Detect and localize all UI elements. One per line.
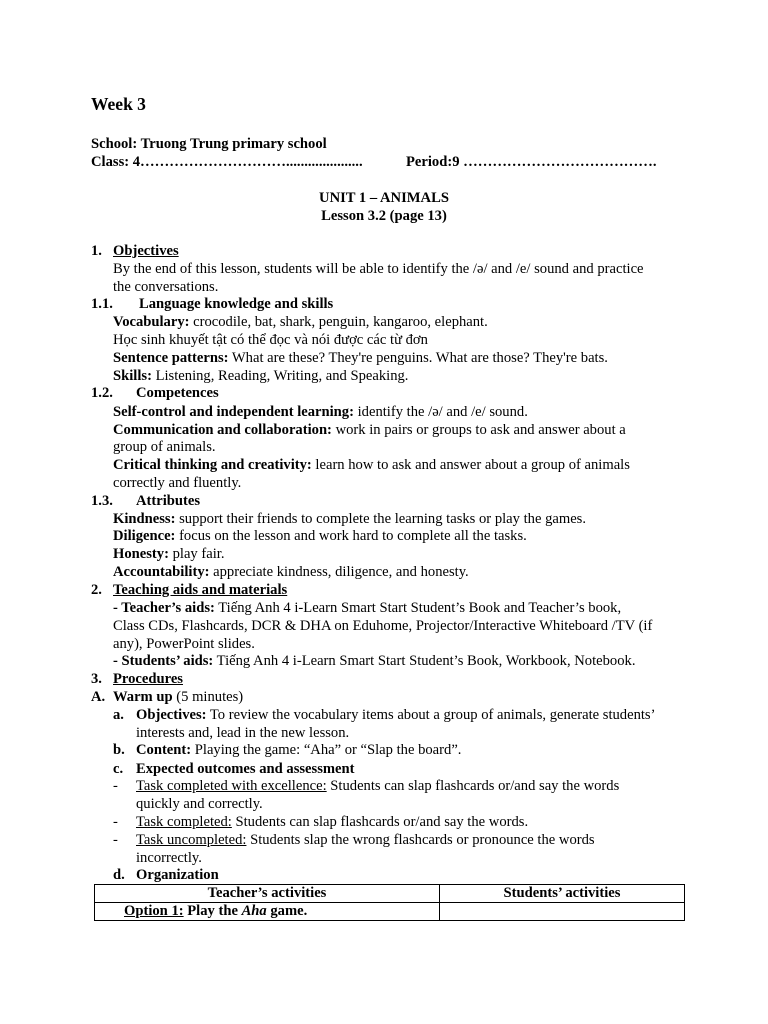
section-1-heading: Objectives xyxy=(113,243,179,259)
warmup-objectives-line-2: interests and, lead in the new lesson. xyxy=(136,725,350,741)
warm-up-duration: (5 minutes) xyxy=(172,689,244,705)
honesty-label: Honesty: xyxy=(113,546,169,562)
diligence-text: focus on the lesson and work hard to complete all the tasks. xyxy=(175,528,527,544)
lesson-title: Lesson 3.2 (page 13) xyxy=(321,208,447,224)
self-control-label: Self-control and independent learning: xyxy=(113,404,354,420)
teachers-aids-line-2: Class CDs, Flashcards, DCR & DHA on Eduhome, Projector/Interactive Whiteboard /TV (if xyxy=(113,618,653,634)
section-1-3-number: 1.3. xyxy=(91,493,113,509)
warmup-objectives-line xyxy=(136,707,655,725)
outcome-excellence-line xyxy=(136,778,619,796)
objectives-intro-line-2: the conversations. xyxy=(113,279,219,295)
skills-text: Listening, Reading, Writing, and Speaking. xyxy=(151,368,409,384)
section-1-2-heading: Competences xyxy=(136,385,219,401)
week-heading: Week 3 xyxy=(91,94,146,114)
section-1-1-number: 1.1. xyxy=(91,296,113,312)
students-activities-header: Students’ activities xyxy=(440,885,685,903)
excellence-text: Students can slap flashcards or/and say the words xyxy=(326,778,620,794)
outcome-2-dash: - xyxy=(113,814,118,830)
teachers-aids-text: Tiếng Anh 4 i-Learn Smart Start Student’s Book and Teacher’s book, xyxy=(214,600,622,616)
sentence-patterns-text: What are these? They're penguins. What are those? They're bats. xyxy=(228,350,608,366)
organization-table xyxy=(94,884,685,921)
section-1-3-heading: Attributes xyxy=(136,493,201,509)
option-1-pre: Play the xyxy=(183,903,242,919)
section-3-heading: Procedures xyxy=(113,671,183,687)
students-aids-label: - Students’ aids: xyxy=(113,653,214,669)
section-2-number: 2. xyxy=(91,582,102,598)
warmup-objectives-label: Objectives: xyxy=(136,707,207,723)
sentence-patterns-label: Sentence patterns: xyxy=(113,350,229,366)
skills-line xyxy=(113,368,408,386)
communication-text: work in pairs or groups to ask and answer about a xyxy=(331,422,626,438)
vocabulary-text: crocodile, bat, shark, penguin, kangaroo, elephant. xyxy=(189,314,488,330)
section-a-number: A. xyxy=(91,689,106,705)
item-d-number: d. xyxy=(113,867,125,883)
attribute-kindness xyxy=(113,511,586,529)
school-line: School: Truong Trung primary school xyxy=(91,136,327,152)
completed-label: Task completed: xyxy=(136,814,232,830)
honesty-text: play fair. xyxy=(168,546,225,562)
table-header-row xyxy=(95,885,685,903)
content-label: Content: xyxy=(136,742,192,758)
item-a-number: a. xyxy=(113,707,124,723)
option-1-cell xyxy=(95,903,440,921)
section-2-heading: Teaching aids and materials xyxy=(113,582,288,598)
excellence-label: Task completed with excellence: xyxy=(136,778,327,794)
outcome-3-dash: - xyxy=(113,832,118,848)
outcome-uncompleted-line-2: incorrectly. xyxy=(136,850,202,866)
teachers-aids-label: - Teacher’s aids: xyxy=(113,600,215,616)
students-aids-line xyxy=(113,653,635,671)
attribute-honesty xyxy=(113,546,224,564)
outcome-completed-line xyxy=(136,814,528,832)
content-text: Playing the game: “Aha” or “Slap the board”. xyxy=(191,742,462,758)
communication-text-line-2: group of animals. xyxy=(113,439,216,455)
communication-label: Communication and collaboration: xyxy=(113,422,332,438)
vietnamese-note: Học sinh khuyết tật có thể đọc và nói được các từ đơn xyxy=(113,332,428,348)
completed-text: Students can slap flashcards or/and say the words. xyxy=(231,814,529,830)
competence-critical-thinking xyxy=(113,457,630,475)
outcome-excellence-line-2: quickly and correctly. xyxy=(136,796,263,812)
kindness-text: support their friends to complete the learning tasks or play the games. xyxy=(175,511,586,527)
teachers-aids-line xyxy=(113,600,621,618)
uncompleted-label: Task uncompleted: xyxy=(136,832,247,848)
section-1-1-heading: Language knowledge and skills xyxy=(139,296,334,312)
warmup-objectives-text: To review the vocabulary items about a group of animals, generate students’ xyxy=(206,707,656,723)
organization-heading: Organization xyxy=(136,867,219,883)
table-row xyxy=(95,903,685,921)
uncompleted-text: Students slap the wrong flashcards or pronounce the words xyxy=(246,832,595,848)
item-b-number: b. xyxy=(113,742,125,758)
outcome-1-dash: - xyxy=(113,778,118,794)
expected-outcomes-heading: Expected outcomes and assessment xyxy=(136,761,355,777)
section-1-2-number: 1.2. xyxy=(91,385,113,401)
students-activity-cell xyxy=(440,903,685,921)
item-c-number: c. xyxy=(113,761,124,777)
sentence-patterns-line xyxy=(113,350,608,368)
option-1-game: Aha xyxy=(241,903,267,919)
critical-thinking-label: Critical thinking and creativity: xyxy=(113,457,312,473)
option-1-label: Option 1: xyxy=(124,903,184,919)
option-1-post: game. xyxy=(266,903,308,919)
self-control-text: identify the /ə/ and /e/ sound. xyxy=(353,404,528,420)
students-aids-text: Tiếng Anh 4 i-Learn Smart Start Student’s Book, Workbook, Notebook. xyxy=(213,653,636,669)
skills-label: Skills: xyxy=(113,368,152,384)
competence-self-control xyxy=(113,404,528,422)
class-line: Class: 4…………………………..................... xyxy=(91,154,363,170)
teachers-aids-line-3: any), PowerPoint slides. xyxy=(113,636,255,652)
objectives-intro-line-1: By the end of this lesson, students will be able to identify the /ə/ and /e/ sound and practice xyxy=(113,261,644,277)
section-3-number: 3. xyxy=(91,671,102,687)
critical-thinking-text-line-2: correctly and fluently. xyxy=(113,475,242,491)
accountability-label: Accountability: xyxy=(113,564,210,580)
content-line xyxy=(136,742,461,760)
section-1-number: 1. xyxy=(91,243,102,259)
outcome-uncompleted-line xyxy=(136,832,595,850)
teachers-activities-header: Teacher’s activities xyxy=(95,885,440,903)
accountability-text: appreciate kindness, diligence, and honesty. xyxy=(209,564,469,580)
unit-title: UNIT 1 – ANIMALS xyxy=(319,190,449,206)
warm-up-heading: Warm up xyxy=(113,689,173,705)
attribute-accountability xyxy=(113,564,469,582)
warm-up-line xyxy=(113,689,243,707)
vocabulary-line xyxy=(113,314,488,332)
attribute-diligence xyxy=(113,528,527,546)
critical-thinking-text: learn how to ask and answer about a group of animals xyxy=(311,457,630,473)
kindness-label: Kindness: xyxy=(113,511,176,527)
vocabulary-label: Vocabulary: xyxy=(113,314,190,330)
competence-communication xyxy=(113,422,626,440)
diligence-label: Diligence: xyxy=(113,528,176,544)
period-line: Period:9 …………………………………. xyxy=(406,154,657,170)
